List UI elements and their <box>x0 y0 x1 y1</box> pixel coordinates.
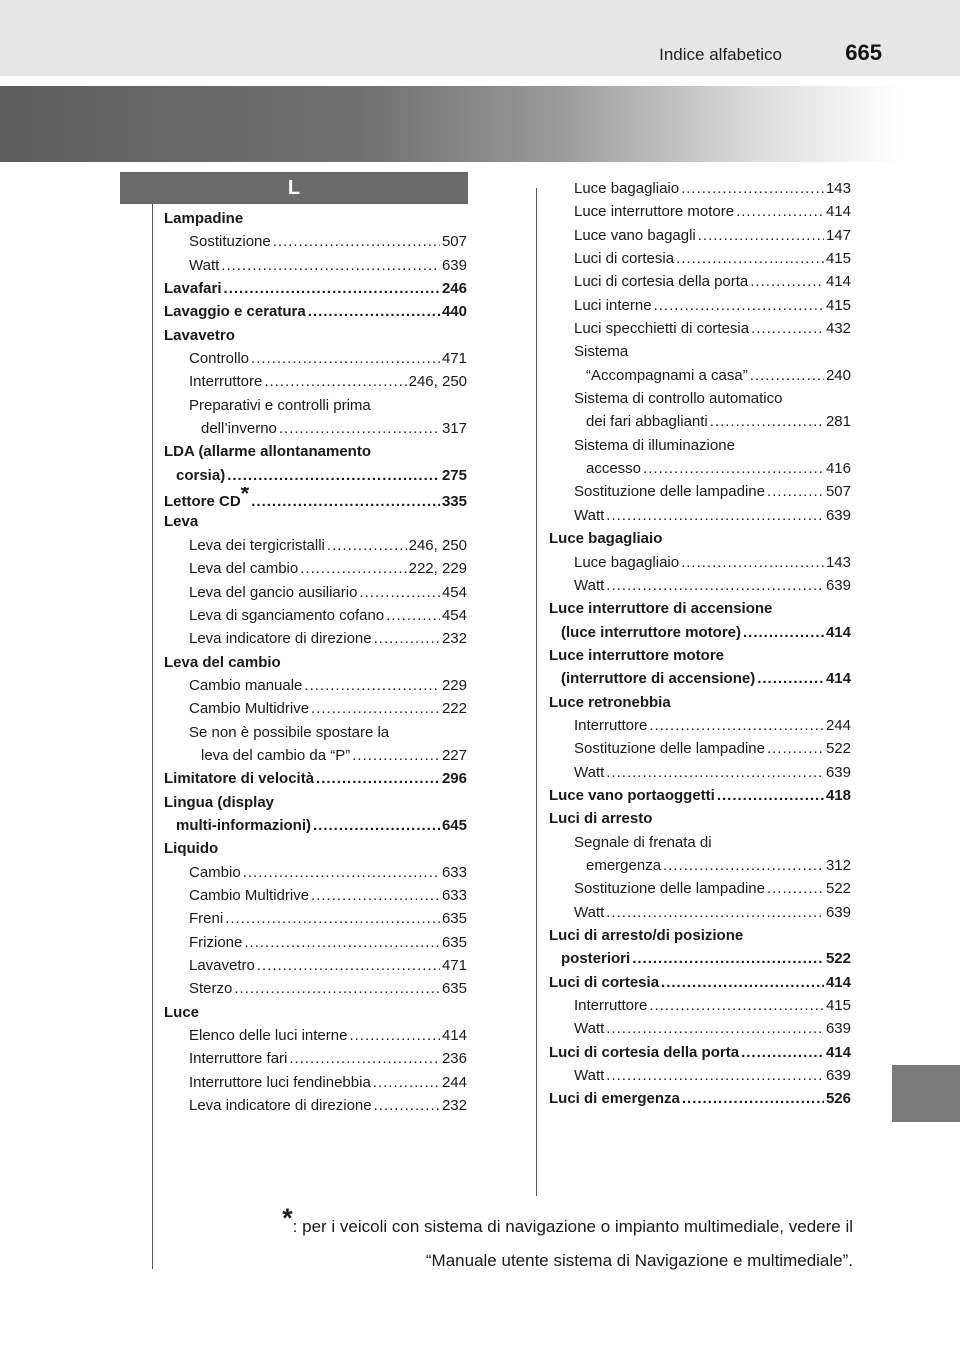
index-entry <box>549 317 851 340</box>
index-entry-page: 275 <box>441 466 467 484</box>
index-entry-page: 507 <box>825 483 851 501</box>
index-entry-page: 415 <box>825 250 851 268</box>
index-entry-text: Sostituzione delle lampadine <box>574 740 765 758</box>
index-entry-page: 635 <box>441 933 467 951</box>
dot-leader <box>606 761 824 784</box>
dot-leader <box>289 1047 440 1070</box>
index-entry-text: (interruttore di accensione) <box>561 670 756 688</box>
index-entry <box>549 364 851 387</box>
index-entry <box>164 1047 467 1070</box>
index-entry <box>164 1071 467 1094</box>
index-entry-page: 222 <box>441 700 467 718</box>
index-entry-page: 418 <box>825 786 851 804</box>
index-entry-text: Interruttore fari <box>189 1050 288 1068</box>
index-entry-page: 236 <box>441 1050 467 1068</box>
index-entry-text: Lavavetro <box>164 326 235 344</box>
index-entry-text: Luce bagagliaio <box>574 553 680 571</box>
index-entry-page: 244 <box>825 716 851 734</box>
index-column-right <box>549 177 851 1111</box>
index-entry <box>164 534 467 557</box>
index-entry-page: 222, 229 <box>408 560 467 578</box>
index-entry-text: Luci di cortesia della porta <box>549 1043 740 1061</box>
dot-leader <box>681 177 824 200</box>
index-entry <box>549 947 851 970</box>
index-entry-text: Liquido <box>164 840 219 858</box>
index-entry-text: Controllo <box>189 350 250 368</box>
section-thumb-tab <box>892 1065 960 1122</box>
dot-leader <box>682 1087 824 1110</box>
index-entry-text: Watt <box>574 903 605 921</box>
index-entry-page: 244 <box>441 1073 467 1091</box>
index-entry-text: Luce vano bagagli <box>574 226 696 244</box>
index-entry <box>549 1041 851 1064</box>
dot-leader <box>273 230 440 253</box>
column-rule-left <box>152 204 153 1269</box>
dot-leader <box>649 714 824 737</box>
index-entry-text: Leva indicatore di direzione <box>189 630 372 648</box>
index-entry-page: 414 <box>441 1027 467 1045</box>
index-entry <box>549 457 851 480</box>
index-entry-text: Preparativi e controlli prima <box>189 396 371 414</box>
index-entry <box>164 417 467 440</box>
index-entry <box>164 604 467 627</box>
index-entry-text: Luci di arresto <box>549 810 653 828</box>
dot-leader <box>374 627 440 650</box>
index-entry-text: posteriori <box>561 950 631 968</box>
index-entry <box>549 784 851 807</box>
dot-leader <box>304 674 440 697</box>
index-entry-text: Lavafari <box>164 280 222 298</box>
dot-leader <box>359 581 440 604</box>
index-entry <box>549 597 851 620</box>
index-entry-page: 246, 250 <box>408 536 467 554</box>
dot-leader <box>300 557 406 580</box>
index-entry-text: Luci interne <box>574 296 652 314</box>
index-entry <box>164 884 467 907</box>
dot-leader <box>311 884 440 907</box>
dot-leader <box>244 931 440 954</box>
index-entry-page: 639 <box>825 903 851 921</box>
footnote-line-2: “Manuale utente sistema di Navigazione e multimediale”. <box>425 1251 853 1270</box>
dot-leader <box>251 347 440 370</box>
index-entry <box>164 977 467 1000</box>
index-entry-page: 143 <box>825 553 851 571</box>
index-entry-text: (luce interruttore motore) <box>561 623 742 641</box>
index-entry-page: 414 <box>825 670 851 688</box>
footnote-marker: * <box>240 487 250 507</box>
index-entry-text: Luci di cortesia <box>549 973 660 991</box>
dot-leader <box>373 1071 440 1094</box>
index-entry-page: 471 <box>441 957 467 974</box>
page-number: 665 <box>845 40 882 65</box>
index-entry <box>549 340 851 363</box>
index-entry-text: Interruttore luci fendinebbia <box>189 1073 371 1091</box>
index-entry-page: 414 <box>825 1043 851 1061</box>
index-entry-text: Leva indicatore di direzione <box>189 1097 372 1115</box>
index-entry <box>164 464 467 487</box>
index-entry <box>549 737 851 760</box>
footnote-star: * <box>282 1203 293 1233</box>
index-entry <box>549 644 851 667</box>
index-entry-page: 633 <box>441 863 467 881</box>
index-entry-text: LDA (allarme allontanamento <box>164 443 371 461</box>
index-entry <box>549 294 851 317</box>
index-entry-text: Luce interruttore motore <box>574 203 735 221</box>
index-entry <box>549 387 851 410</box>
dot-leader <box>606 901 824 924</box>
index-entry-text: Lettore CD <box>164 493 241 511</box>
dot-leader <box>698 224 824 247</box>
index-entry-text: Luce <box>164 1003 200 1021</box>
dot-leader <box>313 814 440 837</box>
index-entry <box>549 551 851 574</box>
index-entry-text: Sistema <box>574 343 629 361</box>
index-entry-text: Segnale di frenata di <box>574 833 712 851</box>
dot-leader <box>308 300 440 323</box>
index-entry <box>164 744 467 767</box>
index-entry-text: dell’inverno <box>201 420 277 438</box>
index-entry <box>549 761 851 784</box>
index-entry-text: Limitatore di velocità <box>164 770 315 788</box>
index-entry <box>549 480 851 503</box>
dot-leader <box>257 954 440 977</box>
index-entry-text: Luci di arresto/di posizione <box>549 927 744 944</box>
index-entry <box>164 627 467 650</box>
dot-leader <box>279 417 440 440</box>
index-entry-text: multi-informazioni) <box>176 816 311 834</box>
index-entry <box>549 1087 851 1110</box>
index-entry-page: 415 <box>825 296 851 314</box>
index-entry-page: 414 <box>825 623 851 641</box>
index-entry <box>164 1024 467 1047</box>
dot-leader <box>767 737 824 760</box>
dot-leader <box>717 784 824 807</box>
index-entry <box>549 527 851 550</box>
index-entry-text: Sterzo <box>189 980 233 998</box>
index-entry <box>164 791 467 814</box>
dot-leader <box>643 457 824 480</box>
index-entry-page: 432 <box>825 320 851 338</box>
index-entry-text: Watt <box>189 256 220 274</box>
dot-leader <box>374 1094 440 1117</box>
index-entry-page: 471 <box>441 350 467 368</box>
index-entry-page: 639 <box>825 763 851 781</box>
index-entry-page: 635 <box>441 980 467 998</box>
index-entry-text: Luce bagagliaio <box>549 530 663 548</box>
index-entry <box>164 907 467 930</box>
dot-leader <box>736 200 824 223</box>
index-entry-text: dei fari abbaglianti <box>586 413 708 431</box>
dot-leader <box>327 534 407 557</box>
index-column-left <box>164 207 467 1117</box>
index-entry-text: Watt <box>574 576 605 594</box>
index-entry-page: 635 <box>441 910 467 928</box>
index-entry-text: Leva di sganciamento cofano <box>189 606 385 624</box>
index-entry <box>549 434 851 457</box>
dot-leader <box>632 947 824 970</box>
dot-leader <box>316 767 440 790</box>
index-entry-text: Luce interruttore motore <box>549 646 725 664</box>
header-title: Indice alfabetico <box>659 45 782 64</box>
dot-leader <box>649 994 824 1017</box>
dot-leader <box>750 364 824 387</box>
index-entry-page: 639 <box>825 1067 851 1085</box>
index-entry-page: 522 <box>825 740 851 758</box>
index-entry <box>164 767 467 790</box>
index-entry-text: Sostituzione <box>189 233 271 251</box>
index-entry-text: Sistema di controllo automatico <box>574 390 783 408</box>
index-entry-text: corsia) <box>176 466 226 484</box>
index-entry <box>549 177 851 200</box>
column-divider <box>536 188 537 1196</box>
index-entry-text: Luci di emergenza <box>549 1090 680 1108</box>
index-entry-page: 454 <box>441 583 467 601</box>
dot-leader <box>743 621 824 644</box>
index-entry-page: 232 <box>441 630 467 648</box>
index-entry <box>549 854 851 877</box>
index-entry <box>164 721 467 744</box>
index-entry-text: Leva del cambio <box>164 653 281 671</box>
header-bar <box>0 0 960 76</box>
dot-leader <box>676 247 824 270</box>
index-entry <box>164 207 467 230</box>
dot-leader <box>606 1064 824 1087</box>
index-entry <box>164 674 467 697</box>
index-entry-page: 639 <box>825 506 851 524</box>
footnote-line-1: : per i veicoli con sistema di navigazione o impianto multimediale, vedere il <box>292 1217 853 1236</box>
dot-leader <box>386 604 440 627</box>
index-entry-page: 639 <box>441 256 467 274</box>
index-entry <box>549 714 851 737</box>
index-entry <box>549 247 851 270</box>
index-entry-page: 296 <box>441 770 467 788</box>
index-entry-page: 281 <box>825 413 851 431</box>
index-entry <box>164 487 467 510</box>
index-entry <box>164 230 467 253</box>
index-entry-page: 507 <box>441 233 467 251</box>
index-entry <box>164 300 467 323</box>
index-entry-text: Leva <box>164 513 199 531</box>
footnote <box>113 1203 853 1278</box>
index-entry <box>549 877 851 900</box>
index-entry-page: 526 <box>825 1090 851 1108</box>
index-entry <box>164 1094 467 1117</box>
dot-leader <box>311 697 440 720</box>
index-entry-text: Watt <box>574 1020 605 1038</box>
index-entry-text: Interruttore <box>189 373 263 391</box>
index-entry <box>164 814 467 837</box>
index-entry <box>164 931 467 954</box>
dot-leader <box>349 1024 440 1047</box>
index-entry-text: Luci specchietti di cortesia <box>574 320 750 338</box>
dot-leader <box>767 877 824 900</box>
index-entry <box>549 1017 851 1040</box>
index-entry-text: emergenza <box>586 856 662 874</box>
index-entry <box>549 410 851 433</box>
index-entry-text: “Accompagnami a casa” <box>586 366 748 384</box>
index-entry-text: Frizione <box>189 933 243 951</box>
section-letter: L <box>120 172 468 204</box>
index-entry-page: 645 <box>441 816 467 834</box>
index-entry-page: 227 <box>441 746 467 764</box>
index-entry-text: Elenco delle luci interne <box>189 1027 348 1045</box>
index-entry <box>164 557 467 580</box>
index-entry <box>164 370 467 393</box>
index-entry-page: 335 <box>441 493 467 511</box>
index-entry <box>164 277 467 300</box>
index-entry-text: Lavavetro <box>189 957 255 974</box>
dot-leader <box>606 504 824 527</box>
index-entry-text: Cambio <box>189 863 241 881</box>
index-entry-page: 522 <box>825 950 851 968</box>
dot-leader <box>767 480 824 503</box>
dot-leader <box>741 1041 824 1064</box>
index-entry-text: Leva dei tergicristalli <box>189 536 325 554</box>
index-entry <box>549 270 851 293</box>
index-entry <box>164 954 467 977</box>
index-entry-page: 440 <box>441 303 467 321</box>
index-entry <box>549 574 851 597</box>
index-entry <box>164 324 467 347</box>
dot-leader <box>757 667 824 690</box>
index-entry <box>549 504 851 527</box>
index-entry-text: Sostituzione delle lampadine <box>574 880 765 898</box>
index-entry-page: 229 <box>441 676 467 694</box>
header-banner <box>0 86 900 162</box>
index-entry-page: 232 <box>441 1097 467 1115</box>
index-entry <box>164 581 467 604</box>
index-entry-page: 147 <box>825 226 851 244</box>
dot-leader <box>681 551 824 574</box>
dot-leader <box>234 977 440 1000</box>
index-entry-text: Sostituzione delle lampadine <box>574 483 765 501</box>
index-entry <box>164 440 467 463</box>
index-entry <box>164 510 467 533</box>
index-entry <box>549 831 851 854</box>
dot-leader <box>251 490 440 510</box>
dot-leader <box>224 277 440 300</box>
index-entry-page: 633 <box>441 886 467 904</box>
index-entry-text: accesso <box>586 460 642 478</box>
index-entry-text: Watt <box>574 506 605 524</box>
index-entry-page: 414 <box>825 273 851 291</box>
index-entry <box>549 691 851 714</box>
index-entry-text: leva del cambio da “P” <box>201 746 351 764</box>
dot-leader <box>751 317 824 340</box>
index-entry-text: Cambio manuale <box>189 676 303 694</box>
index-entry-text: Interruttore <box>574 997 648 1015</box>
index-entry-page: 416 <box>825 460 851 478</box>
index-entry-text: Luce interruttore di accensione <box>549 600 773 618</box>
index-entry-text: Luce vano portaoggetti <box>549 786 715 804</box>
index-entry-page: 639 <box>825 576 851 594</box>
index-entry <box>549 224 851 247</box>
index-entry-text: Cambio Multidrive <box>189 700 310 718</box>
index-entry-page: 317 <box>441 420 467 438</box>
index-entry-text: Cambio Multidrive <box>189 886 310 904</box>
index-entry-page: 312 <box>825 856 851 874</box>
index-entry <box>164 394 467 417</box>
index-entry-text: Watt <box>574 763 605 781</box>
index-entry <box>549 200 851 223</box>
index-entry <box>549 1064 851 1087</box>
dot-leader <box>710 410 824 433</box>
index-entry <box>164 254 467 277</box>
index-entry <box>549 924 851 947</box>
dot-leader <box>264 370 406 393</box>
index-entry-page: 639 <box>825 1020 851 1038</box>
index-entry-text: Interruttore <box>574 716 648 734</box>
index-entry <box>164 837 467 860</box>
index-entry <box>549 667 851 690</box>
index-entry-page: 246 <box>441 280 467 298</box>
index-entry-text: Lavaggio e ceratura <box>164 303 306 321</box>
index-entry-page: 143 <box>825 180 851 197</box>
index-entry-page: 240 <box>825 366 851 384</box>
index-entry-text: Luci di cortesia della porta <box>574 273 749 291</box>
index-entry <box>549 971 851 994</box>
index-entry-text: Leva del cambio <box>189 560 299 578</box>
dot-leader <box>606 574 824 597</box>
index-entry-page: 454 <box>441 606 467 624</box>
index-entry-page: 415 <box>825 997 851 1015</box>
index-entry-text: Lingua (display <box>164 793 275 811</box>
dot-leader <box>243 861 440 884</box>
index-entry-text: Luce bagagliaio <box>574 180 680 197</box>
index-entry <box>549 994 851 1017</box>
index-entry-text: Watt <box>574 1067 605 1085</box>
dot-leader <box>606 1017 824 1040</box>
dot-leader <box>225 907 440 930</box>
dot-leader <box>663 854 824 877</box>
dot-leader <box>661 971 824 994</box>
index-entry-text: Leva del gancio ausiliario <box>189 583 358 601</box>
index-entry-text: Lampadine <box>164 210 244 227</box>
index-entry-text: Luci di cortesia <box>574 250 675 268</box>
index-entry-text: Sistema di illuminazione <box>574 436 735 454</box>
index-entry-text: Freni <box>189 910 224 928</box>
dot-leader <box>654 294 824 317</box>
index-entry-page: 246, 250 <box>408 373 467 391</box>
index-entry <box>549 621 851 644</box>
dot-leader <box>750 270 824 293</box>
dot-leader <box>221 254 440 277</box>
index-entry <box>549 901 851 924</box>
index-entry <box>164 347 467 370</box>
index-entry-page: 522 <box>825 880 851 898</box>
index-entry-text: Luce retronebbia <box>549 693 671 711</box>
index-entry-page: 414 <box>825 973 851 991</box>
index-entry <box>164 651 467 674</box>
dot-leader <box>352 744 440 767</box>
index-entry <box>164 861 467 884</box>
index-entry-page: 414 <box>825 203 851 221</box>
index-entry <box>164 1001 467 1024</box>
index-entry <box>164 697 467 720</box>
index-entry-text: Se non è possibile spostare la <box>189 723 390 741</box>
index-entry <box>549 807 851 830</box>
dot-leader <box>227 464 440 487</box>
